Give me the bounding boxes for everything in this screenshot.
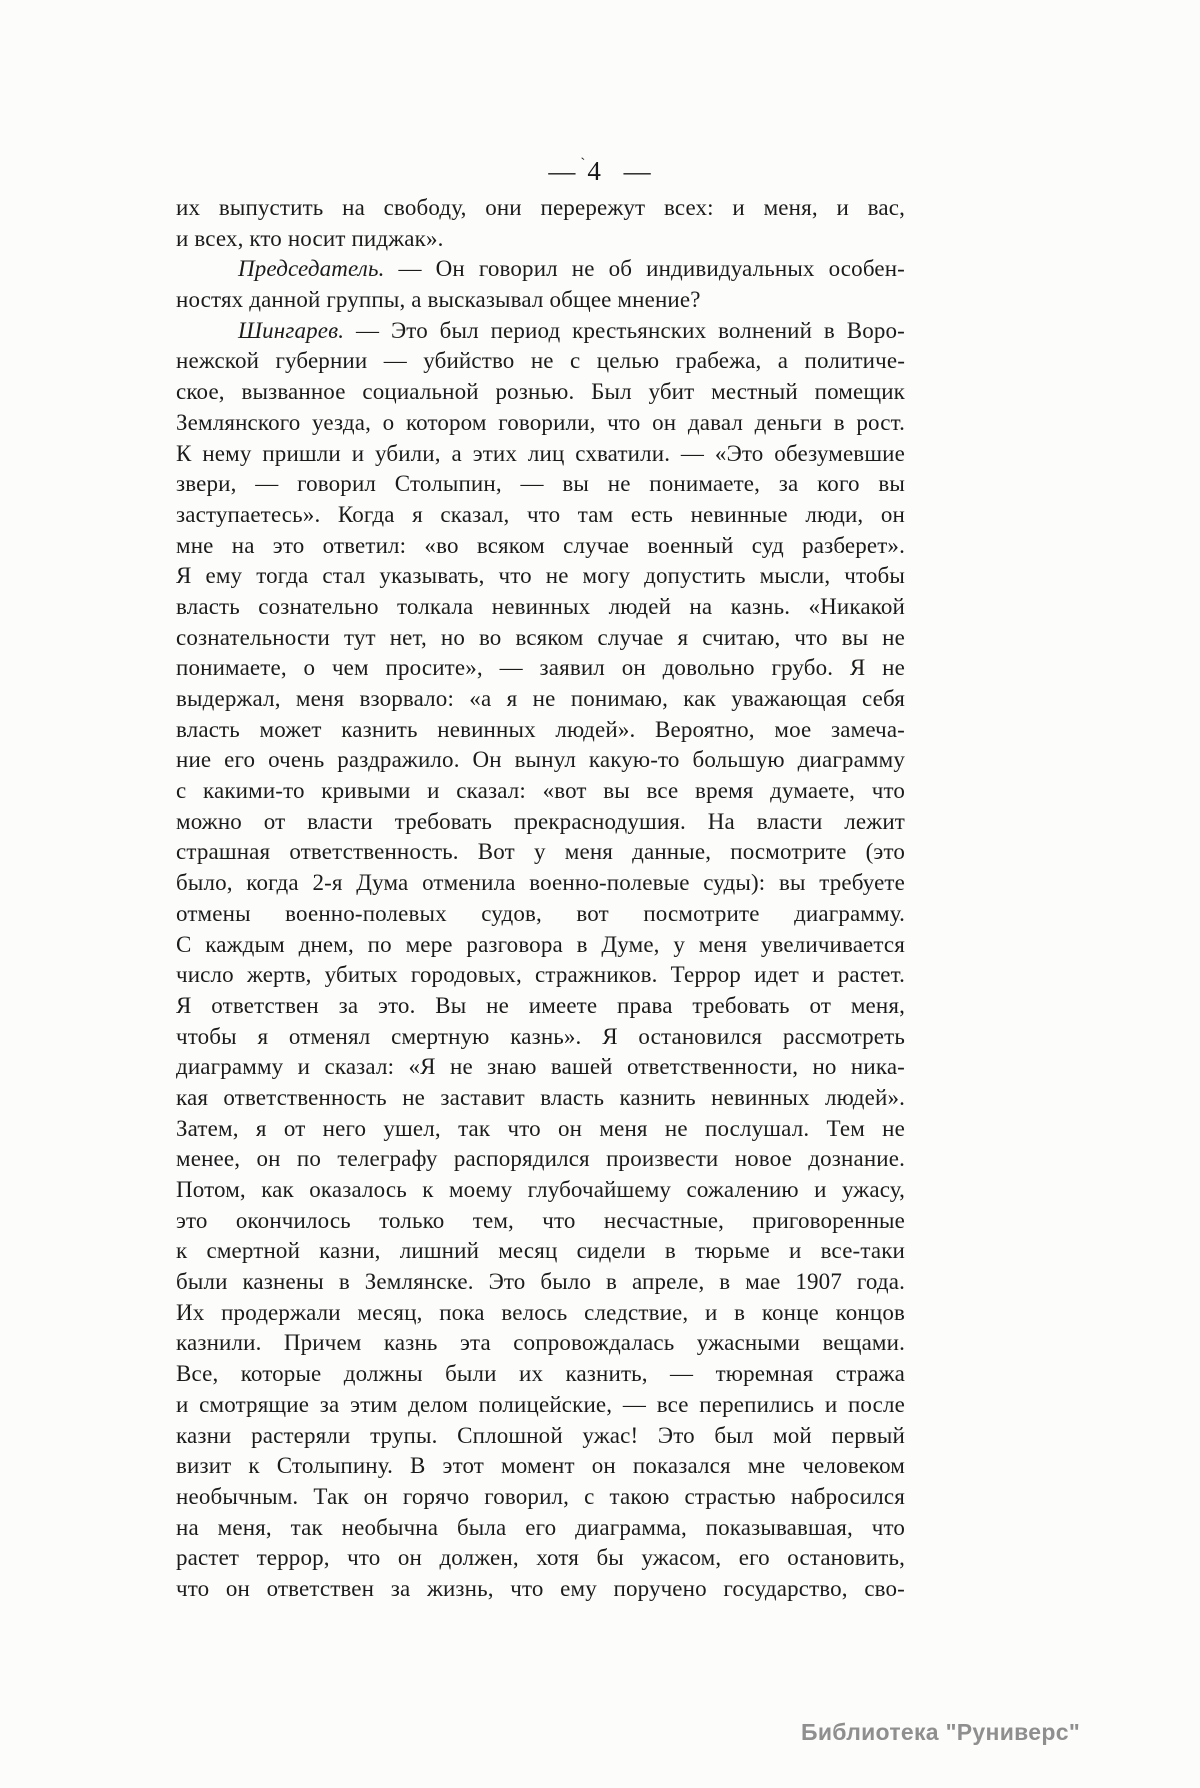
text-line: власть сознательно толкала невинных людей на казнь. «Никакой: [176, 593, 905, 619]
text-line: и смотрящие за этим делом полицейские, — все перепились и после: [176, 1391, 905, 1417]
text-line: были казнены в Землянске. Это было в апреле, в мае 1907 года.: [176, 1269, 905, 1295]
text-line: Я ответствен за это. Вы не имеете права требовать от меня,: [176, 992, 905, 1018]
text-line: Потом, как оказалось к моему глубочайшему сожалению и ужасу,: [176, 1177, 905, 1202]
text-line: сознательности тут нет, но во всяком случае я считаю, что вы не: [176, 624, 905, 650]
text-line: что он ответствен за жизнь, что ему поручено государство, сво-: [176, 1575, 905, 1601]
scan-artifact-mark: `: [580, 156, 587, 172]
text-line: можно от власти требовать прекраснодушия. На власти лежит: [176, 808, 905, 834]
text-line: ностях данной группы, а высказывал общее мнение?: [176, 287, 701, 313]
text-line: выдержал, меня взорвало: «а я не понимаю, как уважающая себя: [176, 686, 905, 711]
text-line: заступаетесь». Когда я сказал, что там есть невинные люди, он: [176, 501, 905, 527]
page-number: 4: [587, 156, 602, 186]
text-line: нежской губернии — убийство не с целью грабежа, а политиче-: [176, 348, 905, 374]
text-line: К нему пришли и убили, а этих лиц схватили. — «Это обезумевшие: [176, 440, 905, 466]
text-line: казнили. Причем казнь эта сопровождалась ужасными вещами.: [176, 1330, 905, 1356]
text-line: ние его очень раздражило. Он вынул какую-то большую диаграмму: [176, 747, 905, 773]
text-line: Затем, я от него ушел, так что он меня не послушал. Тем не: [176, 1115, 905, 1141]
text-line: на меня, так необычна была его диаграмма, показывавшая, что: [176, 1514, 905, 1540]
speaker-name: Шингарев.: [238, 317, 345, 343]
speaker-name: Председатель.: [238, 256, 385, 282]
text-line: Я ему тогда стал указывать, что не могу допустить мысли, чтобы: [176, 563, 905, 589]
text-line: кая ответственность не заставит власть казнить невинных людей».: [176, 1084, 905, 1110]
text-line: диаграмму и сказал: «Я не знаю вашей ответственности, но ника-: [176, 1054, 905, 1080]
text-line: власть может казнить невинных людей». Вероятно, мое замеча-: [176, 716, 905, 742]
text-line: менее, он по телеграфу распорядился произвести новое дознание.: [176, 1146, 905, 1172]
text-line: чтобы я отменял смертную казнь». Я остановился рассмотреть: [176, 1023, 905, 1049]
text-line: Шингарев. — Это был период крестьянских волнений в Воро-: [238, 317, 905, 343]
text-line: и всех, кто носит пиджак».: [176, 225, 444, 251]
text-line: казни растеряли трупы. Сплошной ужас! Это был мой первый: [176, 1422, 905, 1448]
text-line: Все, которые должны были их казнить, — тюремная стража: [176, 1361, 905, 1387]
text-line: это окончилось только тем, что несчастные, приговоренные: [176, 1207, 905, 1233]
text-line: их выпустить на свободу, они перережут всех: и меня, и вас,: [176, 195, 905, 220]
text-line: ское, вызванное социальной рознью. Был убит местный помещик: [176, 379, 905, 405]
text-line: С каждым днем, по мере разговора в Думе, у меня увеличивается: [176, 931, 905, 957]
text-line: визит к Столыпину. В этот момент он показался мне человеком: [176, 1453, 905, 1479]
text-line: понимаете, о чем просите», — заявил он довольно грубо. Я не: [176, 655, 905, 681]
text-line: было, когда 2-я Дума отменила военно-полевые суды): вы требуете: [176, 870, 905, 896]
text-line: необычным. Так он горячо говорил, с такою страстью набросился: [176, 1483, 905, 1509]
header-dash-left: —: [548, 156, 577, 186]
page-number-header: [0, 156, 1200, 187]
text-line: Их продержали месяц, пока велось следствие, и в конце концов: [176, 1299, 905, 1325]
library-watermark: Библиотека "Руниверс": [801, 1719, 1081, 1745]
text-line: отмены военно-полевых судов, вот посмотрите диаграмму.: [176, 900, 905, 926]
text-line: страшная ответственность. Вот у меня данные, посмотрите (это: [176, 839, 905, 865]
text-line: растет террор, что он должен, хотя бы ужасом, его остановить,: [176, 1545, 905, 1571]
text-line: с какими-то кривыми и сказал: «вот вы все время думаете, что: [176, 778, 905, 804]
text-column: [176, 193, 905, 1605]
text-line: Землянского уезда, о котором говорили, что он давал деньги в рост.: [176, 409, 905, 435]
text-line: Председатель. — Он говорил не об индивидуальных особен-: [238, 256, 905, 282]
header-dash-right: —: [623, 156, 652, 186]
text-line: звери, — говорил Столыпин, — вы не понимаете, за кого вы: [176, 471, 905, 497]
text-line: мне на это ответил: «во всяком случае военный суд разберет».: [176, 532, 905, 558]
text-line: к смертной казни, лишний месяц сидели в тюрьме и все-таки: [176, 1238, 905, 1264]
text-line: число жертв, убитых городовых, стражников. Террор идет и растет.: [176, 962, 905, 988]
